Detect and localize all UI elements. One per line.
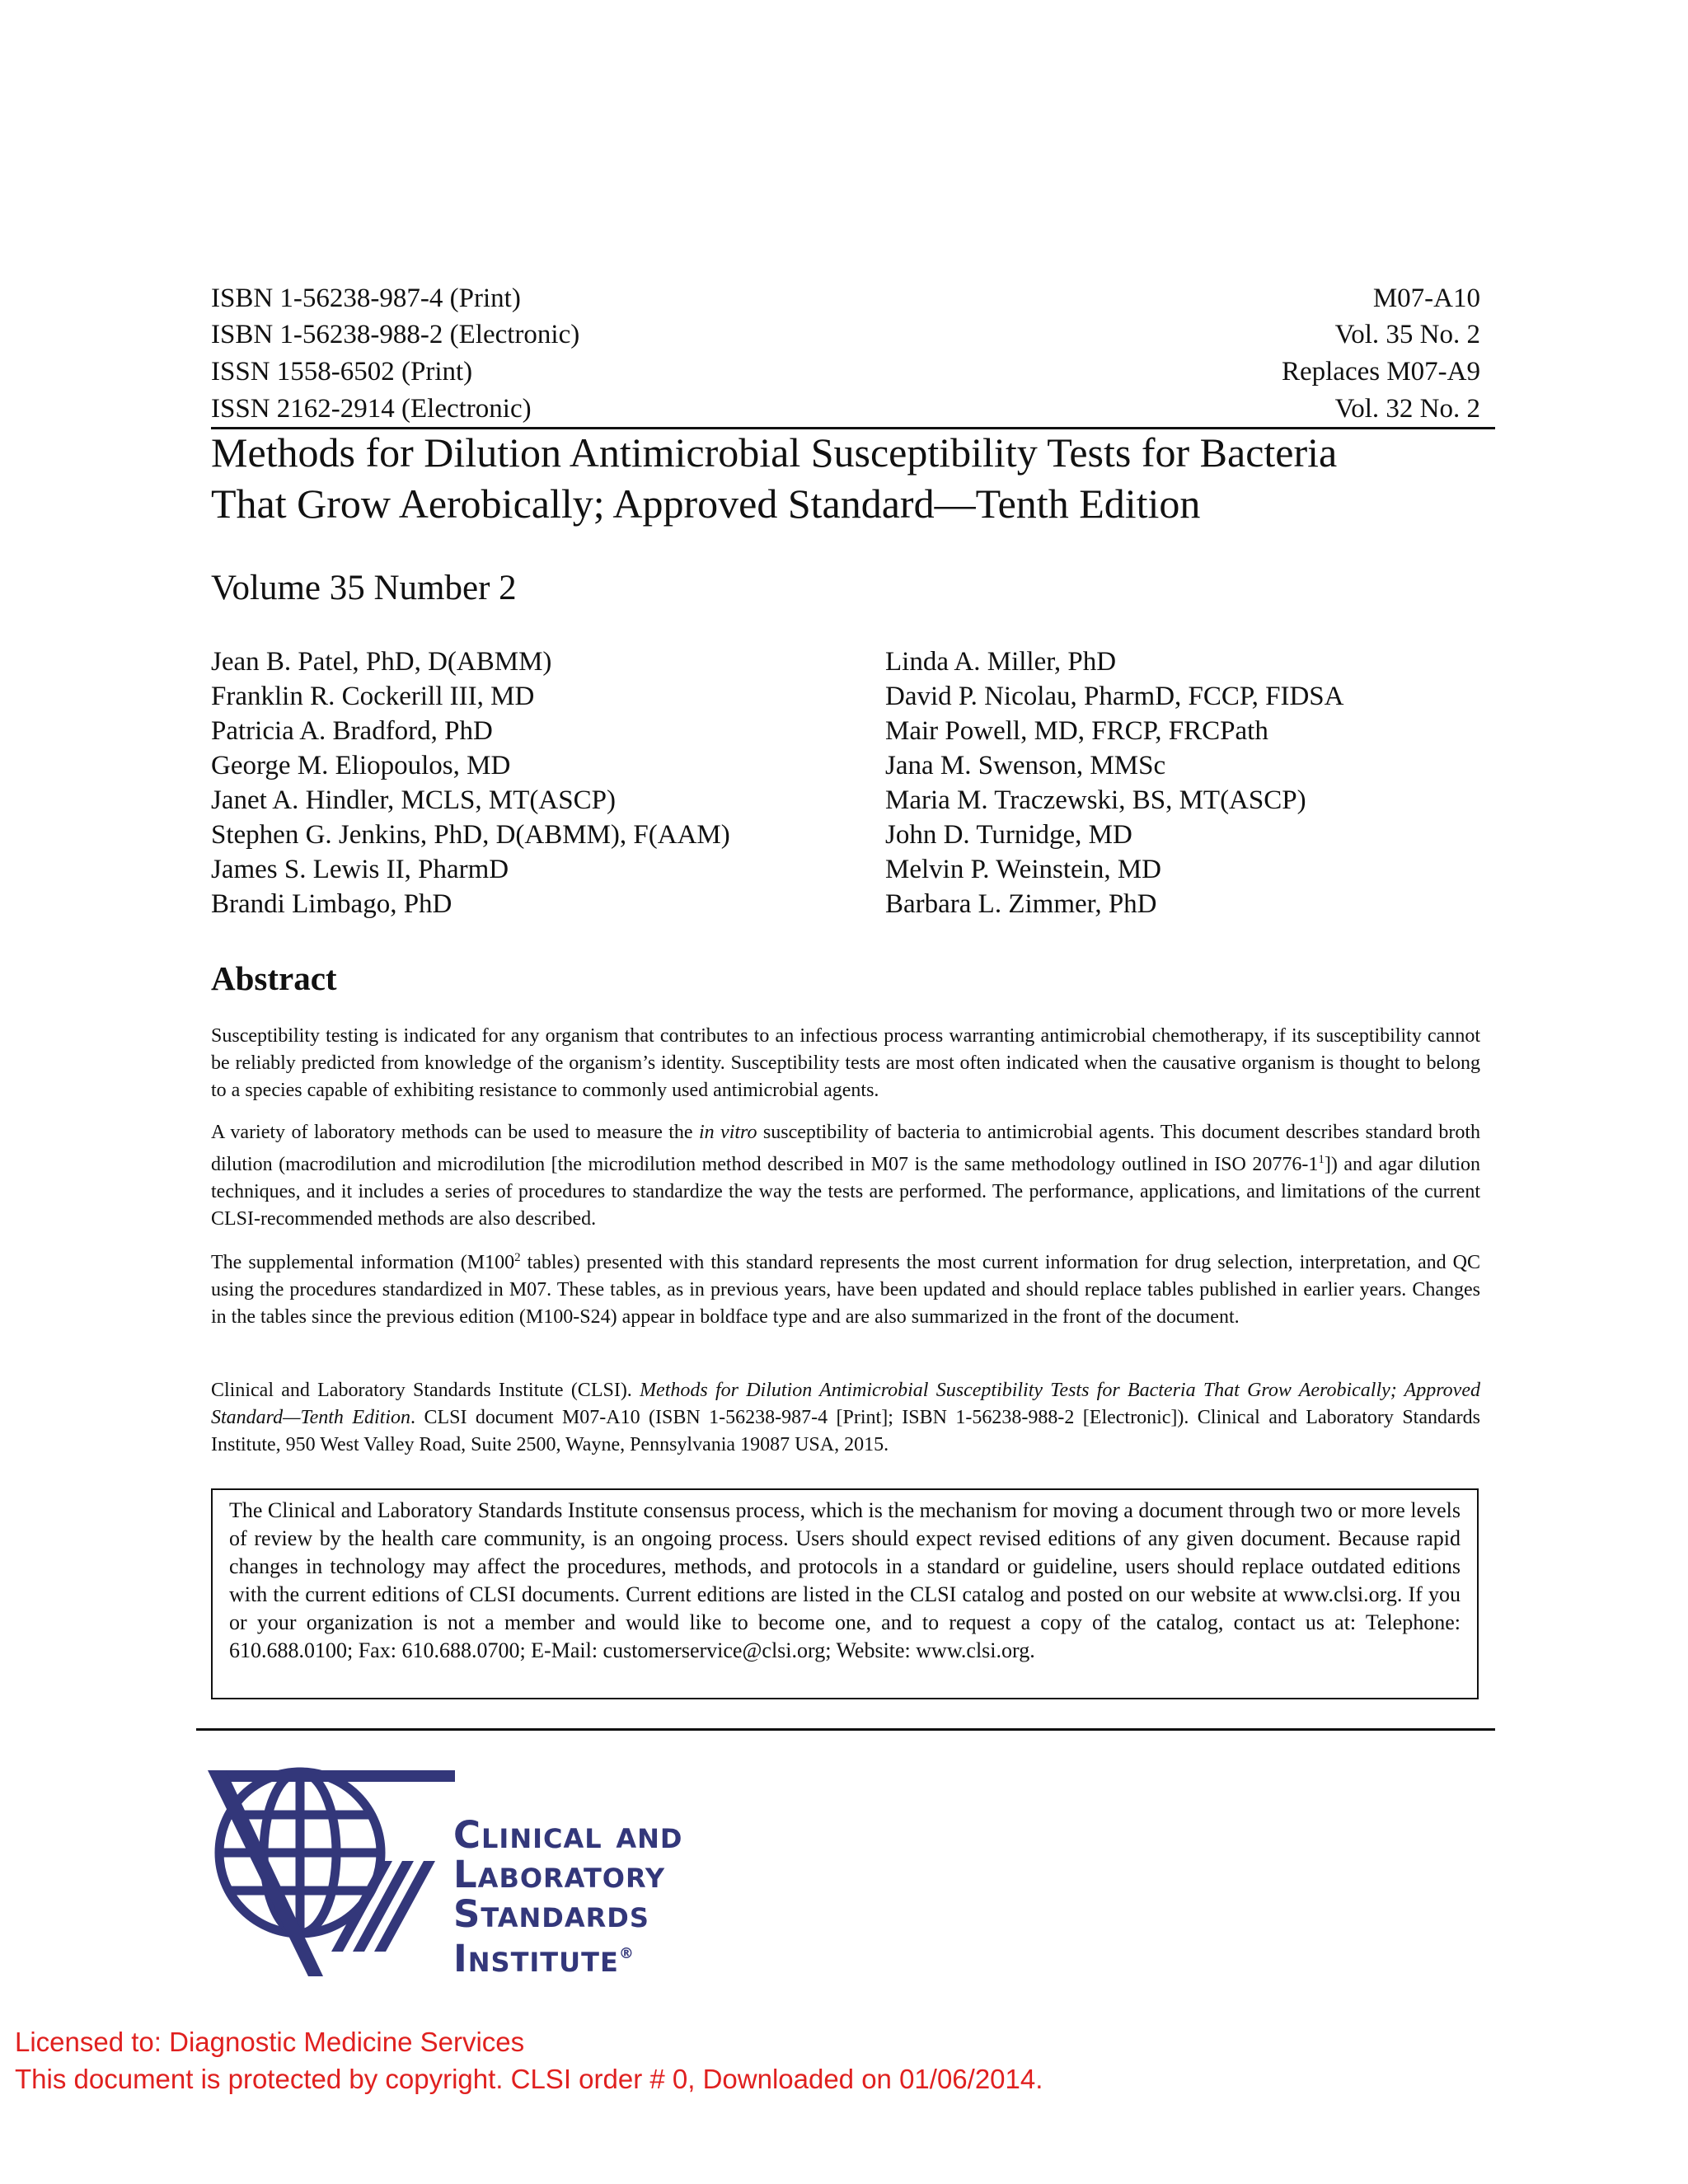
- header-row-1: [211, 280, 1480, 316]
- wordmark-line-3: Standards: [453, 1892, 649, 1936]
- abstract-paragraph-3: The supplemental information ($M100^2$ tables) presented with this standard represents the most current information for drug selection, interpretation, and QC using the procedures standardized in M07. These tables, as in previous years, have been updated and should replace tables published in earlier years. Changes in the tables since the previous edition (M100-S24) appear in boldface type and are also summarized in the front of the document.: [211, 1251, 1480, 1328]
- replaces-code: Replaces M07-A9: [1281, 357, 1480, 387]
- isbn-print: ISBN 1-56238-987-4 (Print): [211, 284, 521, 313]
- registered-mark: ®: [618, 1945, 635, 1962]
- author: Linda A. Miller, PhD: [885, 647, 1117, 677]
- header-row-2: [211, 316, 1480, 353]
- author: Jean B. Patel, PhD, D(ABMM): [211, 647, 552, 677]
- abstract-heading: Abstract: [211, 959, 337, 997]
- author: Brandi Limbago, PhD: [211, 889, 452, 919]
- author: Janet A. Hindler, MCLS, MT(ASCP): [211, 785, 616, 815]
- author: John D. Turnidge, MD: [885, 820, 1132, 850]
- header-row-3: [211, 354, 1480, 390]
- author: Melvin P. Weinstein, MD: [885, 855, 1161, 884]
- consensus-notice-box: The Clinical and Laboratory Standards Institute consensus process, which is the mechanism for moving a document through two or more levels of review by the health care community, is an ongoing process. Users should expect revised editions of any given document. Because rapid changes in technology may affect the procedures, methods, and protocols in a standard or guideline, users should replace outdated editions with the current editions of CLSI documents. Current editions are listed in the CLSI catalog and posted on our website at www.clsi.org. If you or your organization is not a member and would like to become one, and to request a copy of the catalog, contact us at: Telephone: 610.688.0100; Fax: 610.688.0700; E-Mail: customerservice@clsi.org; Website: www.clsi.org.: [211, 1488, 1479, 1699]
- volume-number: Vol. 35 No. 2: [1334, 320, 1480, 349]
- author: Mair Powell, MD, FRCP, FRCPath: [885, 716, 1268, 746]
- header-row-4: [211, 391, 1480, 427]
- wordmark-line-4: Institute®: [453, 1937, 635, 1980]
- title-line-1: Methods for Dilution Antimicrobial Susceptibility Tests for Bacteria: [211, 429, 1338, 476]
- author: Stephen G. Jenkins, PhD, D(ABMM), F(AAM): [211, 820, 730, 850]
- abstract-paragraph-2: A variety of laboratory methods can be used to measure the in vitro susceptibility of bacteria to antimicrobial agents. This document describes standard broth dilution (macrodilution and microdilution [the microdilution method described in M07 is the same methodology outlined in ISO $20776-1^1$]) and agar dilution techniques, and it includes a series of procedures to standardize the way the tests are performed. The performance, applications, and limitations of the current CLSI-recommended methods are also described.: [211, 1122, 1480, 1230]
- author: Patricia A. Bradford, PhD: [211, 716, 493, 746]
- author: George M. Eliopoulos, MD: [211, 751, 511, 780]
- issn-print: ISSN 1558-6502 (Print): [211, 357, 473, 387]
- author: Jana M. Swenson, MMSc: [885, 751, 1166, 780]
- license-line-2: This document is protected by copyright. CLSI order # 0, Downloaded on 01/06/2014.: [15, 2064, 1043, 2094]
- clsi-globe-logo-icon: [208, 1764, 455, 1978]
- document-code: M07-A10: [1372, 284, 1480, 313]
- author: James S. Lewis II, PharmD: [211, 855, 509, 884]
- isbn-electronic: ISBN 1-56238-988-2 (Electronic): [211, 320, 580, 349]
- wordmark-line-2: Laboratory: [453, 1853, 666, 1896]
- replaced-volume: Vol. 32 No. 2: [1334, 394, 1480, 424]
- author: Barbara L. Zimmer, PhD: [885, 889, 1157, 919]
- author: David P. Nicolau, PharmD, FCCP, FIDSA: [885, 682, 1344, 711]
- abstract-paragraph-1: Susceptibility testing is indicated for any organism that contributes to an infectious process warranting antimicrobial chemotherapy, if its susceptibility cannot be reliably predicted from knowledge of the organism’s identity. Susceptibility tests are most often indicated when the causative organism is thought to belong to a species capable of exhibiting resistance to commonly used antimicrobial agents.: [211, 1025, 1480, 1101]
- clsi-wordmark: [453, 1813, 683, 1980]
- authors-left-column: [211, 644, 730, 921]
- document-title: [211, 427, 1497, 529]
- author: Franklin R. Cockerill III, MD: [211, 682, 535, 711]
- citation-paragraph: Clinical and Laboratory Standards Institute (CLSI). Methods for Dilution Antimicrobial Susceptibility Tests for Bacteria That Grow Aerobically; Approved Standard—Tenth Edition. CLSI document M07-A10 (ISBN 1-56238-987-4 [Print]; ISBN 1-56238-988-2 [Electronic]). Clinical and Laboratory Standards Institute, 950 West Valley Road, Suite 2500, Wayne, Pennsylvania 19087 USA, 2015.: [211, 1380, 1480, 1455]
- wordmark-line-1: Clinical and: [453, 1813, 683, 1857]
- authors-right-column: [885, 644, 1343, 921]
- footer-divider: [196, 1728, 1495, 1731]
- volume-heading: Volume 35 Number 2: [211, 569, 517, 607]
- license-line-1: Licensed to: Diagnostic Medicine Services: [15, 2027, 525, 2057]
- title-line-2: That Grow Aerobically; Approved Standard—Tenth Edition: [211, 480, 1201, 527]
- author: Maria M. Traczewski, BS, MT(ASCP): [885, 785, 1306, 815]
- issn-electronic: ISSN 2162-2914 (Electronic): [211, 394, 532, 424]
